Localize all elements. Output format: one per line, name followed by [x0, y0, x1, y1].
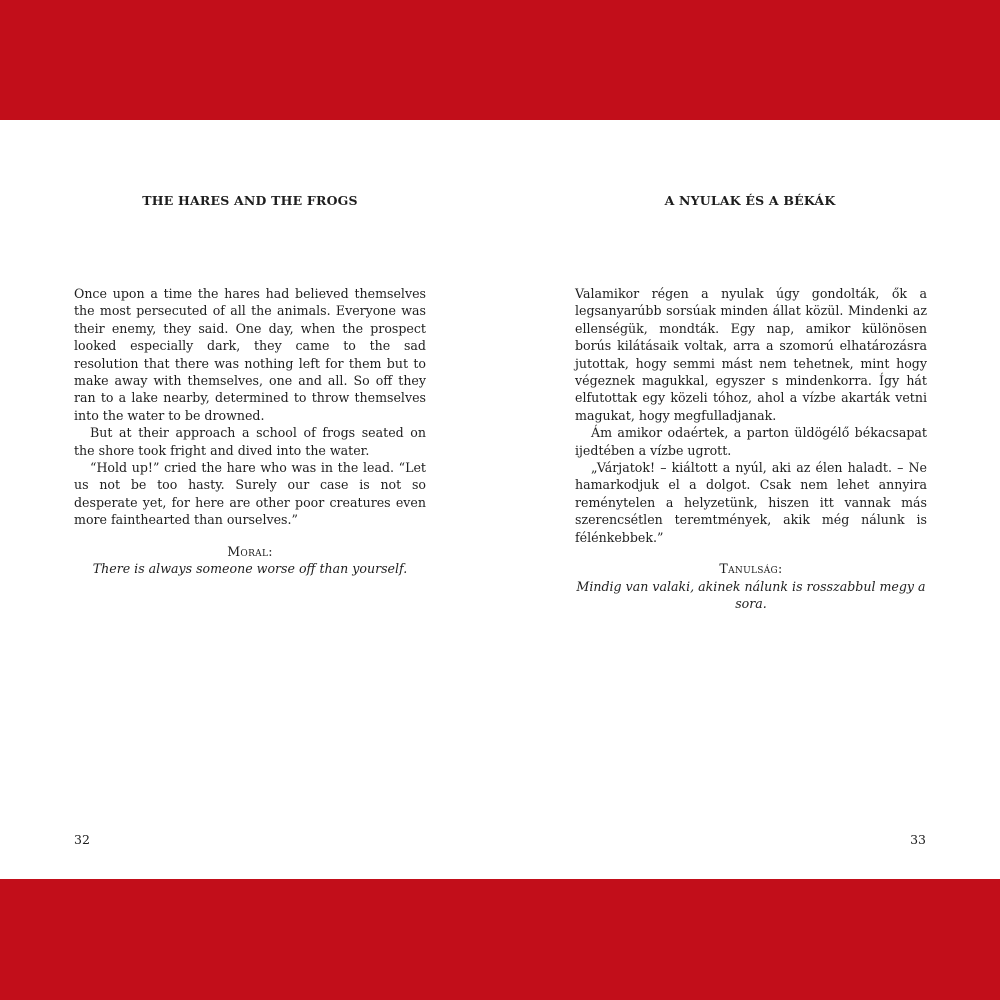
page-number: 32 — [74, 832, 90, 847]
page-title: A NYULAK ÉS A BÉKÁK — [664, 193, 836, 208]
left-page — [0, 120, 500, 879]
moral-block — [74, 543, 426, 578]
story-text — [74, 285, 426, 578]
paragraph: But at their approach a school of frogs seated on the shore took fright and dived into the water. — [74, 425, 426, 458]
moral-block — [575, 560, 927, 612]
moral-label: Moral: — [227, 543, 273, 559]
moral-text: Mindig van valaki, akinek nálunk is rosszabbul megy a sora. — [576, 578, 926, 611]
right-page — [500, 120, 1000, 879]
paragraph: Valamikor régen a nyulak úgy gondolták, ők a legsanyarúbb sorsúak minden állat közül. Mindenki az ellenségük, mondták. Egy nap, amikor különösen borús kilátásaik voltak, arra a szomorú elhatározásra jutottak, hogy semmi mást nem tehetnek, mint hogy végeznek magukkal, egyszer s mindenkorra. Így hát elfutottak egy közeli tóhoz, ahol a vízbe akarták vetni magukat, hogy megfulladjanak. — [575, 286, 927, 423]
page-title: THE HARES AND THE FROGS — [142, 193, 358, 208]
moral-label: Tanulság: — [719, 561, 783, 577]
page-number: 33 — [910, 832, 926, 847]
paragraph: Ám amikor odaértek, a parton üldögélő békacsapat ijedtében a vízbe ugrott. — [575, 425, 927, 458]
moral-text: There is always someone worse off than yourself. — [92, 561, 408, 577]
paragraph: “Hold up!” cried the hare who was in the lead. “Let us not be too hasty. Surely our case is not so desperate yet, for here are other poor creatures even more fainthearted than ourselves.” — [74, 460, 426, 528]
bottom-red-band — [0, 879, 1000, 1000]
top-red-band — [0, 0, 1000, 120]
story-text — [575, 285, 927, 612]
paragraph: „Várjatok! – kiáltott a nyúl, aki az élen haladt. – Ne hamarkodjuk el a dolgot. Csak nem lehet annyira reménytelen a helyzetünk, hiszen itt vannak más szerencsétlen teremtmények, akik még nálunk is félénkebbek.” — [575, 460, 927, 545]
paragraph: Once upon a time the hares had believed themselves the most persecuted of all the animals. Everyone was their enemy, they said. One day, when the prospect looked especially dark, they came to the sad resolution that there was nothing left for them but to make away with themselves, one and all. So off they ran to a lake nearby, determined to throw themselves into the water to be drowned. — [74, 286, 426, 423]
